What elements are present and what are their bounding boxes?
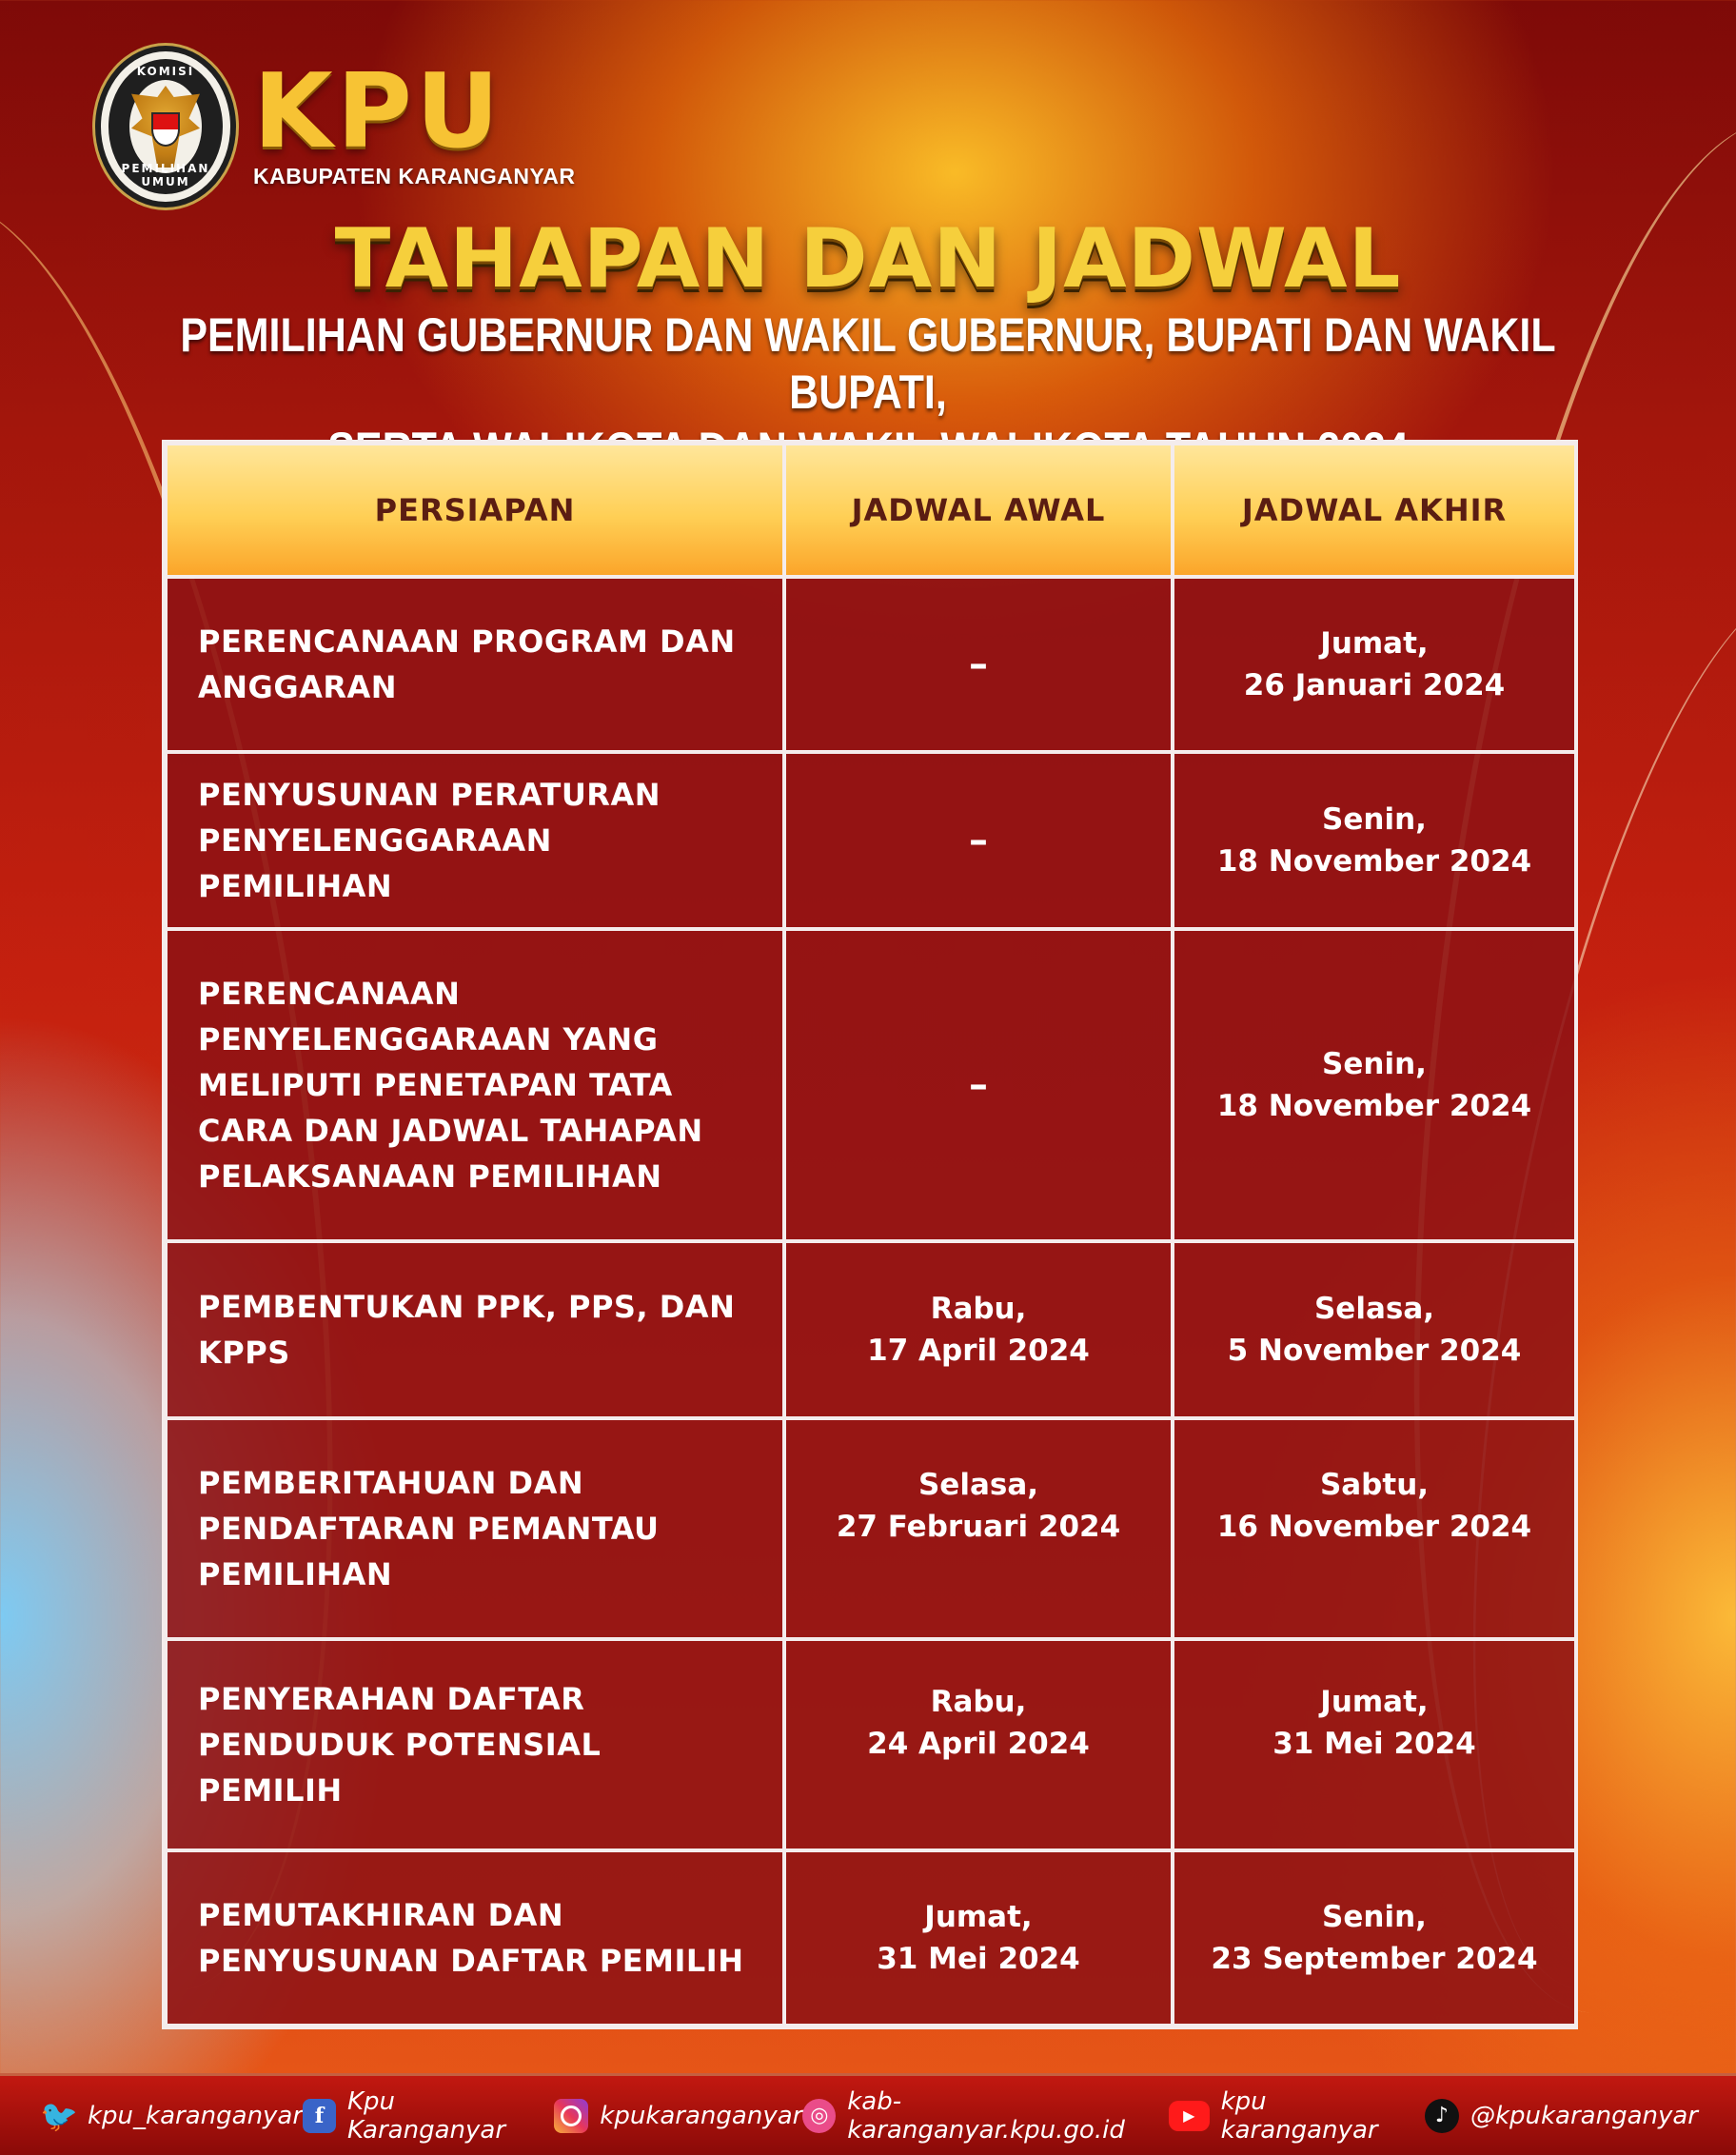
row-start [784, 1418, 1173, 1639]
header-stage: PERSIAPAN [166, 444, 784, 577]
row-end [1173, 1418, 1576, 1639]
row-end [1173, 1241, 1576, 1418]
schedule-table [162, 440, 1578, 2029]
social-youtube[interactable] [1169, 2087, 1425, 2145]
emblem-text-top: KOMISI [136, 65, 195, 78]
tiktok-icon: ♪ [1425, 2099, 1459, 2133]
end-date: 18 November 2024 [1216, 844, 1532, 879]
shield-icon [151, 112, 180, 147]
kpu-emblem [95, 46, 236, 208]
end-day: Senin, [1322, 1900, 1427, 1934]
instagram-icon [554, 2099, 588, 2133]
start-date: 24 April 2024 [867, 1727, 1090, 1761]
social-website[interactable] [802, 2087, 1169, 2145]
row-stage: PEMBENTUKAN PPK, PPS, DAN KPPS [166, 1241, 784, 1418]
row-start [784, 1241, 1173, 1418]
facebook-icon: f [303, 2099, 336, 2133]
social-twitter[interactable] [42, 2099, 303, 2133]
brand-name: KPU [253, 51, 503, 171]
subtitle-line-1: PEMILIHAN GUBERNUR DAN WAKIL GUBERNUR, BUPATI DAN WAKIL BUPATI, [180, 308, 1556, 419]
row-end [1173, 577, 1576, 752]
start-date: 31 Mei 2024 [877, 1942, 1080, 1976]
kpu-logo [95, 46, 575, 208]
end-day: Sabtu, [1319, 1468, 1430, 1502]
instagram-handle: kpukaranganyar [600, 2101, 803, 2130]
twitter-handle: kpu_karanganyar [88, 2101, 304, 2130]
tiktok-handle: @kpukaranganyar [1470, 2101, 1698, 2130]
start-day: Rabu, [930, 1685, 1027, 1719]
end-date: 23 September 2024 [1211, 1942, 1538, 1976]
emblem-text-bottom: PEMILIHAN UMUM [121, 162, 210, 188]
row-start [784, 929, 1173, 1241]
row-end [1173, 752, 1576, 929]
end-date: 31 Mei 2024 [1272, 1727, 1476, 1761]
end-date: 5 November 2024 [1227, 1334, 1522, 1368]
social-facebook[interactable] [303, 2087, 554, 2145]
row-start [784, 577, 1173, 752]
start-date: 17 April 2024 [867, 1334, 1090, 1368]
dribbble-icon: ◎ [802, 2099, 836, 2133]
start-date: – [969, 819, 988, 862]
row-stage: PENYUSUNAN PERATURAN PENYELENGGARAAN PEMILIHAN [166, 752, 784, 929]
start-day: Rabu, [930, 1292, 1027, 1326]
social-instagram[interactable] [554, 2099, 802, 2133]
row-end [1173, 929, 1576, 1241]
facebook-handle: Kpu Karanganyar [346, 2086, 506, 2145]
row-end [1173, 1850, 1576, 2026]
row-start [784, 1850, 1173, 2026]
row-stage: PERENCANAAN PENYELENGGARAAN YANG MELIPUTI PENETAPAN TATA CARA DAN JADWAL TAHAPAN PELAKSANAAN PEMILIHAN [166, 929, 784, 1241]
end-day: Jumat, [1320, 1685, 1429, 1719]
start-date: 27 Februari 2024 [836, 1510, 1121, 1544]
page-title: TAHAPAN DAN JADWAL [334, 211, 1402, 306]
header-end: JADWAL AKHIR [1173, 444, 1576, 577]
end-day: Senin, [1322, 802, 1427, 837]
start-day: Selasa, [917, 1468, 1039, 1502]
row-end [1173, 1639, 1576, 1850]
start-date: – [969, 643, 988, 686]
row-stage: PEMUTAKHIRAN DAN PENYUSUNAN DAFTAR PEMILIH [166, 1850, 784, 2026]
end-date: 16 November 2024 [1216, 1510, 1532, 1544]
row-start [784, 1639, 1173, 1850]
end-day: Senin, [1322, 1047, 1427, 1081]
website-url: kab-karanganyar.kpu.go.id [847, 2086, 1125, 2145]
end-day: Selasa, [1313, 1292, 1435, 1326]
brand-subtitle: KABUPATEN KARANGANYAR [253, 163, 576, 188]
header-start: JADWAL AWAL [784, 444, 1173, 577]
twitter-icon: 🐦 [40, 2097, 78, 2134]
social-tiktok[interactable] [1425, 2099, 1698, 2133]
row-stage: PEMBERITAHUAN DAN PENDAFTARAN PEMANTAU PEMILIHAN [166, 1418, 784, 1639]
brand [253, 51, 576, 189]
start-date: – [969, 1063, 988, 1107]
row-stage: PERENCANAAN PROGRAM DAN ANGGARAN [166, 577, 784, 752]
row-start [784, 752, 1173, 929]
social-footer [0, 2073, 1736, 2155]
youtube-icon: ▶ [1169, 2101, 1210, 2131]
end-date: 26 Januari 2024 [1243, 668, 1506, 702]
end-date: 18 November 2024 [1216, 1089, 1532, 1123]
row-stage: PENYERAHAN DAFTAR PENDUDUK POTENSIAL PEMILIH [166, 1639, 784, 1850]
end-day: Jumat, [1320, 626, 1429, 661]
start-day: Jumat, [924, 1900, 1033, 1934]
youtube-handle: kpu karanganyar [1220, 2086, 1378, 2145]
